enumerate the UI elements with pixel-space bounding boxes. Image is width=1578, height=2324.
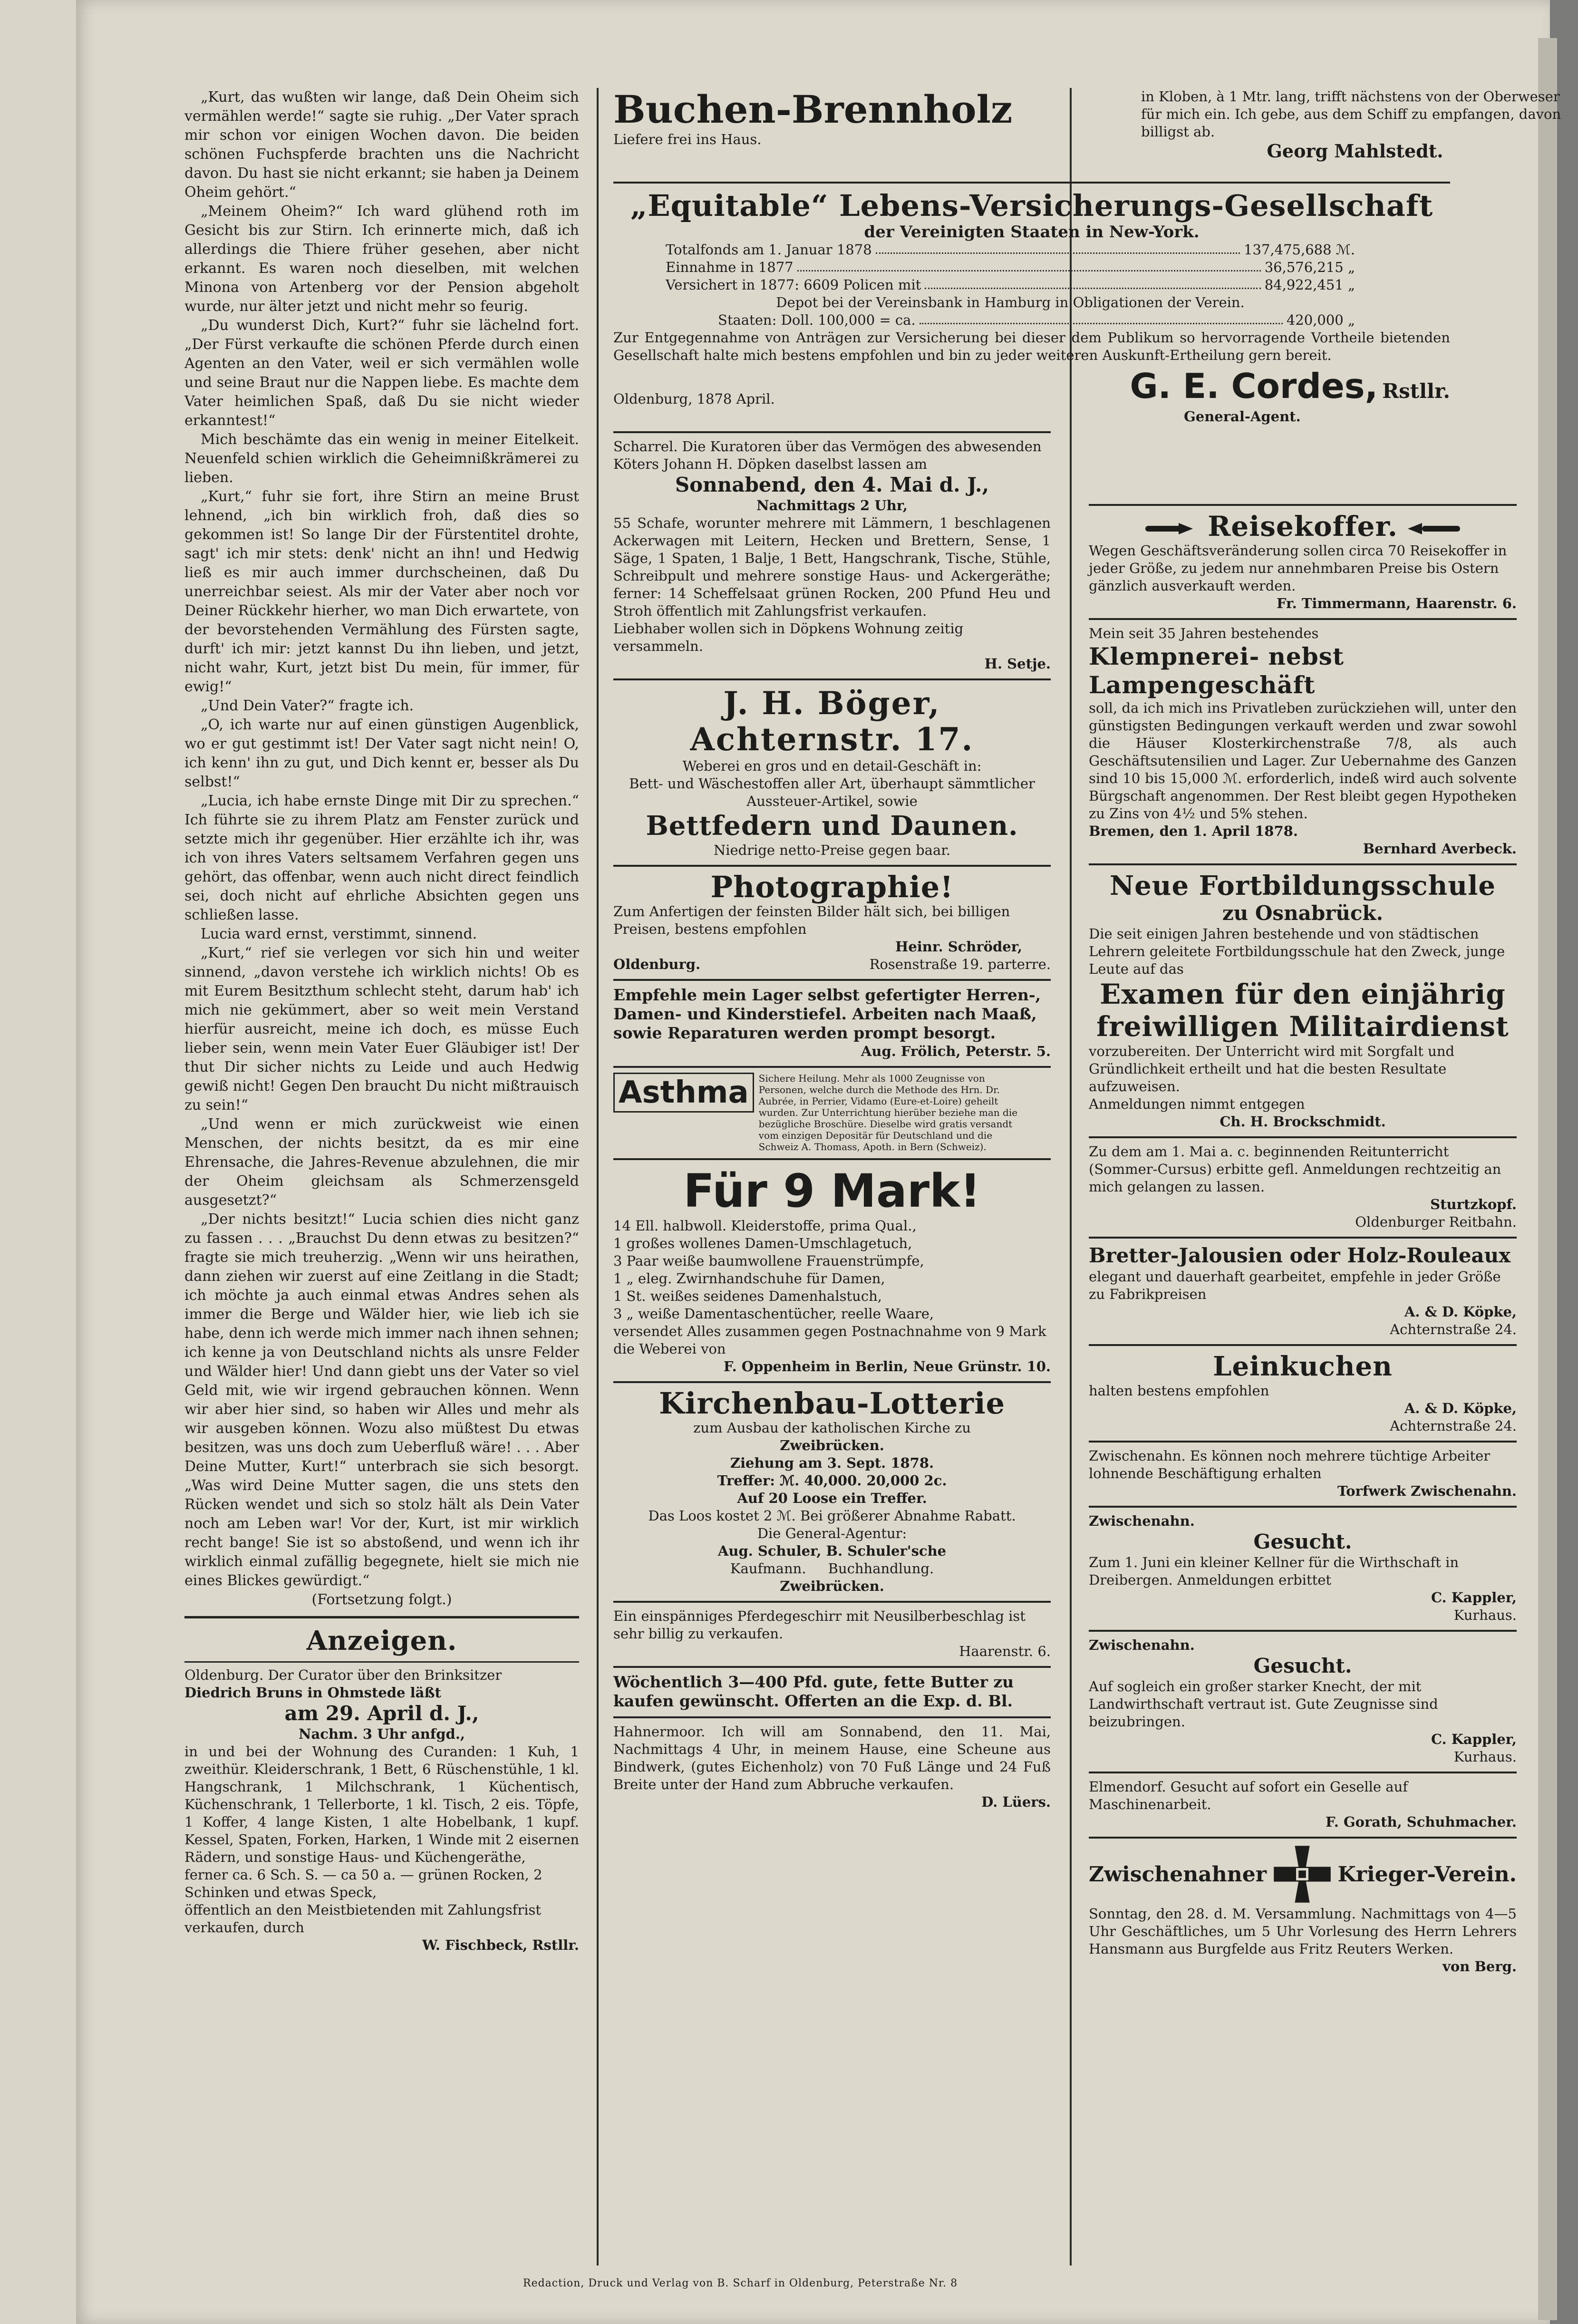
ad-bruns-date: am 29. April d. J.,	[284, 1702, 479, 1725]
ad-gesucht-title: Gesucht.	[1253, 1654, 1352, 1677]
ad-equitable-agent-suffix: Rstllr.	[1382, 379, 1450, 403]
ad-lotterie-agency: Die General-Agentur:	[757, 1525, 907, 1541]
ad-gesucht-role: Kurhaus.	[1453, 1749, 1517, 1765]
equitable-row-label: Einnahme in 1877	[666, 259, 794, 275]
ad-reitunterricht	[1089, 1136, 1517, 1237]
ad-scharrel-date: Sonnabend, den 4. Mai d. J.,	[675, 473, 989, 496]
ad-9-mark-item: 3 Paar weiße baumwollene Frauenstrümpfe,	[613, 1253, 924, 1269]
ad-equitable-title: „Equitable“ Lebens-Versicherungs-Gesellschaft	[630, 188, 1433, 223]
ad-bruns-extra: ferner ca. 6 Sch. S. — ca 50 a. — grünen Rocken, 2 Schinken und etwas Speck,	[184, 1867, 542, 1900]
equitable-row-label: Versichert in 1877: 6609 Policen mit	[666, 277, 921, 293]
ad-krieger-verein	[1089, 1837, 1517, 1981]
ad-gesucht-text: Auf sogleich ein großer starker Knecht, der mit Landwirthschaft vertraut ist. Gute Zeugnisse sind beizubringen.	[1089, 1678, 1438, 1730]
ad-gesucht-place: Zwischenahn.	[1089, 1513, 1195, 1529]
ad-equitable-agent: G. E. Cordes,	[1130, 366, 1378, 406]
ad-torfwerk	[1089, 1441, 1517, 1506]
equitable-row-label: Staaten: Doll. 100,000 = ca.	[718, 312, 916, 328]
ad-gesucht-place: Zwischenahn.	[1089, 1637, 1195, 1653]
equitable-row	[666, 276, 1355, 294]
ad-froelich-text: Empfehle mein Lager selbst gefertigter Herren-, Damen- und Kinderstiefel. Arbeiten nach Maaß, sowie Reparaturen werden prompt besorgt.	[613, 986, 1041, 1042]
ad-equitable-body: Zur Entgegennahme von Anträgen zur Versicherung bei dieser dem Publikum so hervorragende Vortheile bietenden Gesellschaft halte mich bestens empfohlen und bin zu jeder weiteren Auskunft-Ertheilung gern bereit.	[613, 329, 1450, 363]
ad-reisekoffer-signature: Fr. Timmermann, Haarenstr. 6.	[1276, 595, 1517, 611]
ad-boeger	[613, 678, 1051, 865]
ad-lotterie-roles: Kaufmann. Buchhandlung.	[730, 1560, 934, 1577]
ad-jalousien	[1089, 1237, 1517, 1344]
ad-fortbildung-text3: Anmeldungen nimmt entgegen	[1089, 1096, 1305, 1112]
ad-gesucht-signature: C. Kappler,	[1431, 1731, 1517, 1747]
ad-gesucht-kellner	[1089, 1506, 1517, 1630]
ad-lotterie-city: Zweibrücken.	[780, 1578, 884, 1594]
ad-krieger-text: Sonntag, den 28. d. M. Versammlung. Nachmittags von 4—5 Uhr Geschäftliches, um 5 Uhr Vorlesung des Herrn Lehrers Hansmann aus Burgfelde aus Fritz Reuters Werken.	[1089, 1906, 1517, 1957]
ad-gesucht-signature: C. Kappler,	[1431, 1589, 1517, 1606]
ad-gesucht-text: Zum 1. Juni ein kleiner Kellner für die Wirthschaft in Dreibergen. Anmeldungen erbittet	[1089, 1554, 1459, 1588]
page-edge	[0, 0, 20, 2324]
iron-cross-icon	[1271, 1843, 1333, 1905]
ad-asthma-logo: Asthma	[613, 1073, 754, 1113]
ad-froelich	[613, 979, 1051, 1066]
ad-lotterie-line1: zum Ausbau der katholischen Kirche zu	[693, 1420, 971, 1436]
ad-lotterie-place: Zweibrücken.	[780, 1437, 884, 1453]
ad-scharrel-intro: Scharrel. Die Kuratoren über das Vermögen des abwesenden Köters Johann H. Döpken daselbst lassen am	[613, 438, 1042, 472]
page-edge	[57, 0, 77, 2324]
ad-pferdegeschirr	[613, 1601, 1051, 1666]
ad-butter	[613, 1666, 1051, 1716]
ad-9-mark-closing: versendet Alles zusammen gegen Postnachnahme von 9 Mark die Weberei von	[613, 1323, 1046, 1357]
ad-lotterie-names: Aug. Schuler, B. Schuler'sche	[717, 1543, 947, 1559]
ad-bruns-body: in und bei der Wohnung des Curanden: 1 Kuh, 1 zweithür. Kleiderschrank, 1 Bett, 6 Rüschenstühle, 1 kl. Hangschrank, 1 Milchschrank, 1 Küchentisch, Küchenschrank, 1 Tellerborte, 1 kl. Tisch, 2 eis. Töpfe, 1 Koffer, 4 lange Kisten, 1 alte Hobelbank, 1 kupf. Kessel, Spaten, Forken, Harken, 1 Winde mit 2 eisernen Rädern, und sonstige Haus- und Küchengeräthe,	[184, 1743, 579, 1865]
ad-9-mark-item: 1 großes wollenes Damen-Umschlagetuch,	[613, 1235, 912, 1251]
equitable-row-label: Totalfonds am 1. Januar 1878	[666, 242, 872, 258]
ad-torfwerk-text: Zwischenahn. Es können noch mehrere tüchtige Arbeiter lohnende Beschäftigung erhalten	[1089, 1448, 1491, 1482]
equitable-row	[666, 241, 1355, 259]
pointing-hand-icon	[1408, 522, 1460, 535]
ad-photo-title: Photographie!	[710, 870, 954, 904]
ad-buchen	[613, 88, 1051, 148]
ad-hahnermoor-text: Hahnermoor. Ich will am Sonnabend, den 11. Mai, Nachmittags 4 Uhr, in meinem Hause, eine Scheune aus Bindwerk, (gutes Eichenholz) von 70 Fuß Länge und 24 Fuß Breite unter der Hand zum Abbruche verkaufen.	[613, 1724, 1051, 1792]
ad-krieger-right: Krieger-Verein.	[1337, 1862, 1517, 1887]
ad-9-mark-item: 14 Ell. halbwoll. Kleiderstoffe, prima Qual.,	[613, 1218, 917, 1234]
anzeigen-section	[184, 1616, 579, 1954]
ad-klempnerei	[1089, 618, 1517, 863]
ad-lotterie-title: Kirchenbau-Lotterie	[658, 1386, 1006, 1421]
story-paragraph: „Kurt, das wußten wir lange, daß Dein Oheim sich vermählen werde!“ sagte sie ruhig. „Der Vater sprach mir schon vor einigen Wochen davon. Die beiden schönen Fuchspferde brachten uns die Nachricht davon. Du hast sie nicht erkannt; sie haben ja Deinem Oheim gehört.“	[184, 89, 579, 201]
ad-photo-body: Zum Anfertigen der feinsten Bilder hält sich, bei billigen Preisen, bestens empfohlen	[613, 903, 1010, 937]
ad-reisekoffer-title: Reisekoffer.	[1208, 510, 1398, 542]
ad-klempnerei-text: soll, da ich mich ins Privatleben zurückziehen will, unter den günstigsten Bedingungen verkauft werden und zwar sowohl die Häuser Klosterkirchenstraße 7/8, als auch Geschäftsutensilien und Lager. Zur Uebernahme des Ganzen sind 10 bis 15,000 ℳ. erforderlich, indeß wird auch solvente Bürgschaft angenommen. Der Rest bleibt gegen Hypotheken zu Zins von 4½ und 5% stehen.	[1089, 700, 1517, 822]
ad-reitunterricht-text: Zu dem am 1. Mai a. c. beginnenden Reitunterricht (Sommer-Cursus) erbitte gefl. Anmeldungen rechtzeitig an mich gelangen zu lassen.	[1089, 1143, 1501, 1195]
ad-hahnermoor-signature: D. Lüers.	[981, 1794, 1051, 1810]
equitable-row-value: 84,922,451 „	[1264, 277, 1355, 293]
ad-scharrel-body: 55 Schafe, worunter mehrere mit Lämmern, 1 beschlagenen Ackerwagen mit Leitern, Hecken und Brettern, Sense, 1 Säge, 1 Spaten, 1 Balje, 1 Bett, Hangschrank, Tische, Stühle, Schreibpult und mehrere sonstige Haus- und Ackergeräthe; ferner: 14 Scheffelsaat grünen Rocken, 200 Pfund Heu und Stroh öffentlich mit Zahlungsfrist verkaufen.	[613, 515, 1051, 619]
equitable-row-value: 420,000 „	[1286, 312, 1355, 328]
ad-boeger-line2: Bett- und Wäschestoffen aller Art, überhaupt sämmtlicher Aussteuer-Artikel, sowie	[629, 775, 1035, 809]
ad-asthma	[613, 1066, 1051, 1158]
serial-story	[184, 88, 579, 1609]
equitable-row	[666, 311, 1355, 329]
ad-pferdegeschirr-text: Ein einspänniges Pferdegeschirr mit Neusilberbeschlag ist sehr billig zu verkaufen.	[613, 1608, 1026, 1642]
ad-buchen-free: Liefere frei ins Haus.	[613, 131, 762, 147]
story-paragraph: „Meinem Oheim?“ Ich ward glühend roth im Gesicht bis zur Stirn. Ich erinnerte mich, daß ich allerdings die Thiere früher gesehen, aber nicht erkannt. Es waren noch dieselben, mit welchen Minona von Artenberg vor der Pension abgeholt wurde, nur älter jetzt und nicht mehr so feurig.	[184, 203, 579, 315]
ad-reitunterricht-signature: Sturtzkopf.	[1430, 1196, 1517, 1212]
story-paragraph: „Kurt,“ fuhr sie fort, ihre Stirn an meine Brust lehnend, „ich bin wirklich froh, daß dies so gekommen ist! So lange Dir der Fürstentitel drohte, sagt' ich mir stets: denk' nicht an ihn! und Hedwig ließ es mir auch immer durchscheinen, daß Du unerreichbar seiest. Als mir der Vater aber noch vor Deiner Rückkehr hierher, wo man Dich erwartete, von der bevorstehenden Vermählung des Fürsten sagte, durft' ich mir: jetzt kannst Du ihn lieben, und jetzt, nicht wahr, Kurt, jetzt bist Du mein, für immer, für ewig!“	[184, 488, 579, 695]
ad-9-mark	[613, 1158, 1051, 1381]
ad-equitable	[613, 182, 1450, 431]
ad-krieger-left: Zwischenahner	[1089, 1862, 1267, 1887]
story-paragraph: „Der nichts besitzt!“ Lucia schien dies nicht ganz zu fassen . . . „Brauchst Du denn etwas zu besitzen?“ fragte sie mich treuherzig. „Wenn wir uns heirathen, dann ziehen wir zuerst auf eine Zeitlang in die Stadt; ich möchte ja auch einmal etwas Andres sehen als immer die Berge und Wälder hier, wie lieb ich sie habe, denn ich werde mich immer nach ihnen sehnen; ich kenne ja von Deutschland nichts als unsre Felder und Wälder hier! Und dann giebt uns der Vater so viel Geld mit, wie wir irgend gebrauchen können. Wenn wir aber hier sind, so haben wir Alles und mehr als wir ausgeben können. Wozu also müßtest Du etwas besitzen, was uns doch zum Ueberfluß wäre! . . . Aber Deine Mutter, Kurt!“ unterbrach sie sich besorgt. „Was wird Deine Mutter sagen, die uns stets den Rücken wendet und sich so stolz hält als Dein Vater noch am Leben war! Vor der, Kurt, ist mir wirklich recht bange! Sie ist so abstoßend, und wenn ich ihr wirklich einmal zufällig begegnete, hielt sie mich nie eines Blickes gewürdigt.“	[184, 1211, 579, 1589]
ad-krieger-signature: von Berg.	[1442, 1958, 1517, 1975]
ad-photo-name: Heinr. Schröder,	[895, 939, 1022, 955]
ad-asthma-text: Sichere Heilung. Mehr als 1000 Zeugnisse von Personen, welche durch die Methode des Hrn. Dr. Aubrée, in Perrier, Vidamo (Eure-et-Loire) geheilt wurden. Zur Unterrichtung hierüber beziehe man die bezügliche Broschüre. Dieselbe wird gratis versandt vom einzigen Depositär für Deutschland und die Schweiz A. Thomass, Apoth. in Bern (Schweiz).	[758, 1073, 1018, 1152]
story-paragraph: „O, ich warte nur auf einen günstigen Augenblick, wo er gut gestimmt ist! Der Vater sagt nicht nein! O, ich kenn' ihn zu gut, und Dich kennt er, besser als Du selbst!“	[184, 717, 579, 790]
ad-9-mark-title: Für 9 Mark!	[683, 1164, 981, 1218]
ad-elmendorf-signature: F. Gorath, Schuhmacher.	[1326, 1814, 1517, 1830]
ad-fortbildung	[1089, 863, 1517, 1136]
ad-9-mark-item: 1 „ eleg. Zwirnhandschuhe für Damen,	[613, 1270, 885, 1287]
story-paragraph: „Und wenn er mich zurückweist wie einen Menschen, der nichts besitzt, da es mir eine Ehrensache, die Jahres-Revenue abzulehnen, die mir der Oheim gleichsam als Schmerzensgeld ausgesetzt?“	[184, 1116, 579, 1209]
ad-scharrel-time: Nachmittags 2 Uhr,	[756, 497, 908, 513]
ad-9-mark-item: 1 St. weißes seidenes Damenhalstuch,	[613, 1288, 882, 1304]
scan-border	[1538, 38, 1557, 2320]
ad-klempnerei-intro: Mein seit 35 Jahren bestehendes	[1089, 625, 1319, 641]
ad-reisekoffer-text: Wegen Geschäftsveränderung sollen circa 70 Reisekoffer in jeder Größe, zu jedem nur annehmbaren Preise bis Ostern gänzlich ausverkauft werden.	[1089, 542, 1507, 594]
ad-lotterie-prizes: Treffer: ℳ. 40,000. 20,000 2c.	[717, 1472, 947, 1489]
column-rule	[597, 88, 599, 2266]
ad-klempnerei-title: Klempnerei- nebst Lampengeschäft	[1089, 642, 1344, 699]
ad-bruns-line2: Diedrich Bruns in Ohmstede läßt	[184, 1685, 441, 1701]
ad-equitable-role: General-Agent.	[1184, 408, 1301, 425]
ad-fortbildung-text2: vorzubereiten. Der Unterricht wird mit Sorgfalt und Gründlichkeit ertheilt und hat die besten Resultate aufzuweisen.	[1089, 1043, 1455, 1094]
equitable-row-value: 36,576,215 „	[1264, 259, 1355, 275]
ad-9-mark-item: 3 „ weiße Damentaschentücher, reelle Waare,	[613, 1306, 934, 1322]
page-edge	[38, 0, 58, 2324]
ad-9-mark-signature: F. Oppenheim in Berlin, Neue Grünstr. 10.	[723, 1358, 1051, 1375]
ad-boeger-title: J. H. Böger, Achternstr. 17.	[690, 685, 974, 758]
ad-leinkuchen-title: Leinkuchen	[1213, 1351, 1393, 1382]
ad-fortbildung-text: Die seit einigen Jahren bestehende und von städtischen Lehrern geleitete Fortbildungsschule hat den Zweck, junge Leute auf das	[1089, 926, 1505, 977]
ad-scharrel	[613, 431, 1051, 678]
story-paragraph: „Und Dein Vater?“ fragte ich.	[201, 697, 414, 714]
ad-elmendorf	[1089, 1772, 1517, 1837]
ad-boeger-line1: Weberei en gros und en detail-Geschäft in:	[682, 758, 982, 774]
ad-jalousien-signature: A. & D. Köpke,	[1404, 1304, 1517, 1320]
ad-lotterie-draw: Ziehung am 3. Sept. 1878.	[730, 1455, 934, 1471]
ad-bruns-closing: öffentlich an den Meistbietenden mit Zahlungsfrist verkaufen, durch	[184, 1902, 542, 1936]
story-paragraph: „Lucia, ich habe ernste Dinge mit Dir zu sprechen.“ Ich führte sie zu ihrem Platz am Fenster zurück und setzte mich ihr gegenüber. Hier erzählte ich ihr, was ich von ihres Vaters seltsamem Verfahren gegen uns gehört, das offenbar, wenn auch nicht direct feindlich sei, doch nicht auf ehrliche Absichten gegen uns schließen lasse.	[184, 793, 579, 923]
ad-fortbildung-subtitle: zu Osnabrück.	[1222, 901, 1384, 925]
ad-leinkuchen-text: halten bestens empfohlen	[1089, 1383, 1269, 1399]
ad-buchen-title: Buchen-Brennholz	[613, 87, 1013, 132]
ad-butter-text: Wöchentlich 3—400 Pfd. gute, fette Butter zu kaufen gewünscht. Offerten an die Exp. d. Bl.	[613, 1673, 1014, 1710]
ad-froelich-signature: Aug. Frölich, Peterstr. 5.	[861, 1043, 1051, 1059]
equitable-row	[666, 259, 1355, 276]
column-ads-right	[1089, 504, 1517, 1981]
ad-gesucht-title: Gesucht.	[1253, 1530, 1352, 1553]
ad-reitunterricht-place: Oldenburger Reitbahn.	[1355, 1214, 1517, 1230]
ad-fortbildung-big: Examen für den einjährig freiwilligen Militairdienst	[1096, 978, 1509, 1043]
ad-scharrel-signature: H. Setje.	[984, 656, 1051, 672]
story-paragraph: Lucia ward ernst, verstimmt, sinnend.	[201, 926, 477, 942]
ad-photo	[613, 865, 1051, 979]
ad-lotterie-odds: Auf 20 Loose ein Treffer.	[737, 1490, 927, 1506]
ad-photo-address: Rosenstraße 19. parterre.	[869, 956, 1051, 972]
ad-photo-place: Oldenburg.	[613, 956, 701, 972]
equitable-depot: Depot bei der Vereinsbank in Hamburg in Obligationen der Verein.	[776, 294, 1245, 310]
story-continued: (Fortsetzung folgt.)	[311, 1591, 452, 1608]
ad-reisekoffer	[1089, 504, 1517, 618]
ad-pferdegeschirr-address: Haarenstr. 6.	[959, 1643, 1051, 1659]
equitable-row-value: 137,475,688 ℳ.	[1244, 242, 1355, 258]
ad-jalousien-title: Bretter-Jalousien oder Holz-Rouleaux	[1089, 1244, 1511, 1267]
ad-fortbildung-title: Neue Fortbildungsschule	[1109, 870, 1496, 901]
story-paragraph: „Du wunderst Dich, Kurt?“ fuhr sie lächelnd fort. „Der Fürst verkaufte die schönen Pferde durch einen Agenten an den Vater, weil er sich vermählen wolle und seine Braut nur die Nappen liebe. Es machte dem Vater heimlichen Spaß, daß Du sie nicht wieder erkanntest!“	[184, 317, 579, 429]
ad-jalousien-text: elegant und dauerhaft gearbeitet, empfehle in jeder Größe zu Fabrikpreisen	[1089, 1269, 1501, 1302]
ad-equitable-place: Oldenburg, 1878 April.	[613, 391, 775, 407]
ad-gesucht-knecht	[1089, 1630, 1517, 1772]
ad-hahnermoor	[613, 1716, 1051, 1817]
ad-buchen-signature: Georg Mahlstedt.	[1267, 140, 1443, 162]
ad-scharrel-closing: Liebhaber wollen sich in Döpkens Wohnung zeitig versammeln.	[613, 620, 964, 654]
ad-bruns-line1: Oldenburg. Der Curator über den Brinksitzer	[184, 1667, 502, 1683]
ad-boeger-line3: Niedrige netto-Preise gegen baar.	[713, 842, 951, 858]
ad-lotterie-price: Das Loos kostet 2 ℳ. Bei größerer Abnahme Rabatt.	[648, 1508, 1016, 1524]
ad-leinkuchen-signature: A. & D. Köpke,	[1404, 1400, 1517, 1416]
ad-jalousien-address: Achternstraße 24.	[1390, 1321, 1517, 1337]
story-paragraph: Mich beschämte das ein wenig in meiner Eitelkeit. Neuenfeld schien wirklich die Geheimnißkrämerei zu lieben.	[184, 431, 579, 486]
column-story	[184, 88, 579, 1954]
imprint-footer: Redaction, Druck und Verlag von B. Scharf in Oldenburg, Peterstraße Nr. 8	[523, 2277, 958, 2289]
ad-leinkuchen-address: Achternstraße 24.	[1390, 1418, 1517, 1434]
ad-torfwerk-signature: Torfwerk Zwischenahn.	[1337, 1483, 1517, 1499]
ad-equitable-subtitle: der Vereinigten Staaten in New-York.	[864, 223, 1200, 242]
anzeigen-heading: Anzeigen.	[306, 1625, 457, 1656]
ad-fortbildung-signature: Ch. H. Brockschmidt.	[1220, 1114, 1386, 1130]
page-edge	[19, 0, 39, 2324]
ad-leinkuchen	[1089, 1344, 1517, 1441]
ad-bruns	[184, 1661, 579, 1954]
pointing-hand-icon	[1145, 522, 1198, 535]
ad-boeger-big: Bettfedern und Daunen.	[646, 810, 1018, 842]
ad-bruns-signature: W. Fischbeck, Rstllr.	[422, 1937, 579, 1953]
ad-klempnerei-date: Bremen, den 1. April 1878.	[1089, 823, 1298, 839]
ad-buchen-text: in Kloben, à 1 Mtr. lang, trifft nächstens von der Oberweser für mich ein. Ich gebe, aus dem Schiff zu empfangen, davon billigst ab.	[1141, 88, 1561, 140]
ad-elmendorf-text: Elmendorf. Gesucht auf sofort ein Geselle auf Maschinenarbeit.	[1089, 1779, 1408, 1812]
ad-bruns-time: Nachm. 3 Uhr anfgd.,	[298, 1726, 465, 1742]
ad-klempnerei-signature: Bernhard Averbeck.	[1363, 841, 1517, 857]
ad-gesucht-role: Kurhaus.	[1453, 1607, 1517, 1623]
ad-buchen-text-block	[1141, 88, 1569, 162]
story-paragraph: „Kurt,“ rief sie verlegen vor sich hin und weiter sinnend, „davon verstehe ich wirklich nichts! Ob es mit Eurem Besitzthum schlecht steht, darum hab' ich mich nie gekümmert, aber so weit mein Verstand hierfür ausreicht, meine ich doch, es müsse Euch lieber sein, wenn mein Vater Euer Gläubiger ist! Der thut Dir sicher nichts zu Leide und auch Hedwig gewiß nicht! Gegen Den braucht Du nicht mißtrauisch zu sein!“	[184, 945, 579, 1114]
ad-lotterie	[613, 1381, 1051, 1601]
